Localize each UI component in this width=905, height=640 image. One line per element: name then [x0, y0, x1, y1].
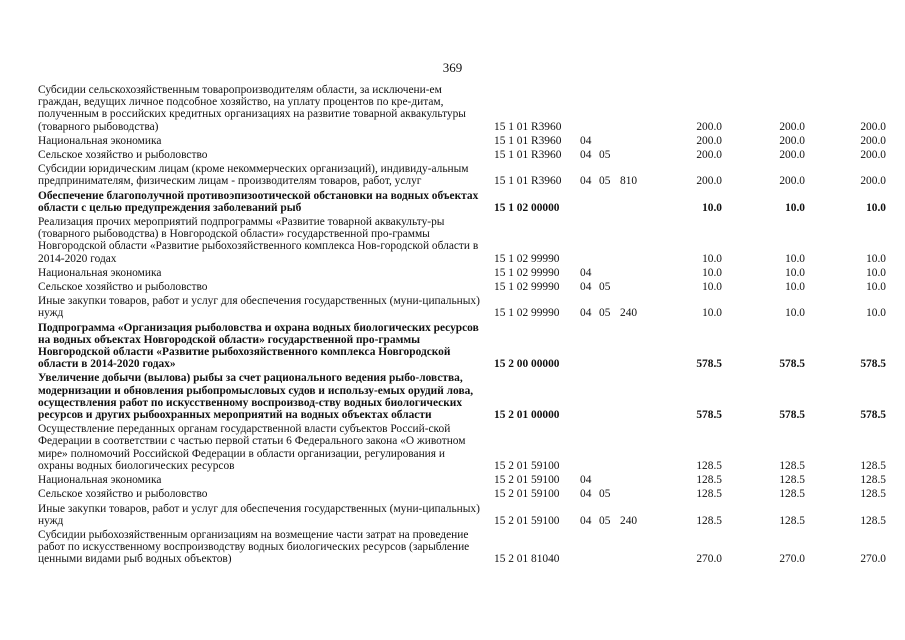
row-amount-year-2: 10.0: [785, 266, 805, 279]
row-section-code: 04: [580, 307, 592, 320]
row-amount-year-1: 270.0: [696, 553, 722, 566]
row-amount-year-1: 200.0: [696, 175, 722, 188]
row-name: Субсидии рыбохозяйственным организациям на возмещение части затрат на проведение работ по искусственному воспроизводству водных биологических ресурсов (зарыбление ценными видами рыб водных объектов): [38, 528, 470, 566]
row-target-article-code: 15 2 01 59100: [494, 514, 560, 527]
row-target-article-code: 15 2 01 59100: [494, 459, 560, 472]
table-row: [38, 163, 886, 189]
table-row: [38, 474, 886, 488]
row-amount-year-1: 200.0: [696, 134, 722, 147]
row-expense-type-code: [620, 135, 654, 149]
row-expense-type-code: 240: [620, 307, 638, 320]
row-amount-year-2: 270.0: [779, 553, 805, 566]
table-row: [38, 190, 886, 216]
row-subsection-code: [599, 474, 620, 488]
table-row: [38, 423, 886, 474]
row-name: Национальная экономика: [38, 474, 162, 487]
row-amount-year-3: 128.5: [860, 474, 886, 487]
row-section-code: 04: [580, 149, 592, 162]
row-amount-year-2: 10.0: [785, 252, 805, 265]
row-amount-year-1: 10.0: [702, 201, 722, 214]
table-row: [38, 372, 886, 423]
row-expense-type-code: [620, 84, 654, 135]
row-name: Осуществление переданных органам государственной власти субъектов Россий-ской Федерации в соответствии с частью первой статьи 6 Федерального закона «О животном мире» полномочий Российской Федерации в области организации, регулирования и охраны водных биологических ресурсов: [38, 423, 466, 472]
row-name: Сельское хозяйство и рыболовство: [38, 281, 208, 294]
row-section-code: 04: [580, 266, 592, 279]
row-target-article-code: 15 1 02 99990: [494, 307, 560, 320]
row-target-article-code: 15 1 02 99990: [494, 252, 560, 265]
row-section-code: 04: [580, 474, 592, 487]
row-amount-year-2: 10.0: [785, 201, 805, 214]
table-row: [38, 281, 886, 295]
row-amount-year-3: 578.5: [860, 358, 886, 371]
row-amount-year-1: 10.0: [702, 266, 722, 279]
row-subsection-code: [599, 322, 620, 373]
table-row: [38, 503, 886, 529]
row-amount-year-1: 128.5: [696, 459, 722, 472]
row-subsection-code: [599, 216, 620, 267]
row-name: Субсидии юридическим лицам (кроме некоммерческих организаций), индивиду-альным предпринимателям, физическим лицам - производителям товаров, работ, услуг: [38, 163, 469, 188]
row-amount-year-2: 578.5: [779, 409, 805, 422]
row-amount-year-2: 128.5: [779, 459, 805, 472]
row-amount-year-1: 578.5: [696, 358, 722, 371]
row-expense-type-code: 240: [620, 514, 638, 527]
row-subsection-code: 05: [599, 175, 611, 188]
row-amount-year-3: 10.0: [866, 201, 886, 214]
row-amount-year-3: 128.5: [860, 514, 886, 527]
table-row: [38, 267, 886, 281]
row-section-code: [580, 190, 599, 216]
page-number: 369: [442, 60, 463, 75]
row-target-article-code: 15 1 01 R3960: [494, 175, 562, 188]
row-name: Субсидии сельскохозяйственным товаропроизводителям области, за исключени-ем граждан, ведущих личное подсобное хозяйство, на уплату процентов по кре-дитам, полученным в российских кредитных организациях на развитие товарной аквакультуры (товарного рыбоводства): [38, 84, 466, 133]
row-expense-type-code: [620, 372, 654, 423]
row-expense-type-code: [620, 474, 654, 488]
row-subsection-code: 05: [599, 514, 611, 527]
row-section-code: 04: [580, 175, 592, 188]
row-expense-type-code: [620, 149, 654, 163]
row-section-code: [580, 423, 599, 474]
row-target-article-code: 15 2 00 00000: [494, 358, 560, 371]
row-amount-year-1: 10.0: [702, 281, 722, 294]
row-section-code: 04: [580, 281, 592, 294]
row-amount-year-1: 200.0: [696, 149, 722, 162]
row-name: Реализация прочих мероприятий подпрограммы «Развитие товарной аквакульту-ры (товарного рыбоводства) в Новгородской области» государственной про-граммы Новгородской области «Развитие рыбохозяйственного комплекса Нов-городской области в 2014-2020 годах: [38, 216, 479, 265]
row-target-article-code: 15 1 01 R3960: [494, 120, 562, 133]
row-amount-year-2: 128.5: [779, 474, 805, 487]
row-amount-year-3: 10.0: [866, 281, 886, 294]
row-amount-year-2: 200.0: [779, 120, 805, 133]
table-body: [38, 84, 886, 568]
row-target-article-code: 15 1 01 R3960: [494, 149, 562, 162]
row-amount-year-3: 200.0: [860, 149, 886, 162]
row-name: Сельское хозяйство и рыболовство: [38, 488, 208, 501]
row-amount-year-3: 10.0: [866, 307, 886, 320]
row-amount-year-1: 128.5: [696, 488, 722, 501]
row-expense-type-code: [620, 529, 654, 568]
row-name: Иные закупки товаров, работ и услуг для обеспечения государственных (муни-ципальных) нужд: [38, 502, 480, 527]
row-amount-year-3: 128.5: [860, 488, 886, 501]
row-subsection-code: 05: [599, 149, 611, 162]
row-section-code: 04: [580, 488, 592, 501]
row-name: Обеспечение благополучной противоэпизоотической обстановки на водных объектах области с целью предупреждения заболеваний рыб: [38, 189, 479, 214]
row-subsection-code: 05: [599, 307, 611, 320]
table-row: [38, 488, 886, 502]
row-subsection-code: [599, 135, 620, 149]
row-target-article-code: 15 2 01 59100: [494, 488, 560, 501]
row-amount-year-1: 200.0: [696, 120, 722, 133]
row-subsection-code: [599, 267, 620, 281]
row-section-code: [580, 216, 599, 267]
row-subsection-code: [599, 423, 620, 474]
row-amount-year-3: 270.0: [860, 553, 886, 566]
row-target-article-code: 15 1 01 R3960: [494, 134, 562, 147]
row-amount-year-3: 10.0: [866, 266, 886, 279]
row-section-code: [580, 372, 599, 423]
row-subsection-code: [599, 529, 620, 568]
row-amount-year-3: 200.0: [860, 175, 886, 188]
row-amount-year-1: 10.0: [702, 307, 722, 320]
row-target-article-code: 15 1 02 00000: [494, 201, 560, 214]
row-amount-year-1: 578.5: [696, 409, 722, 422]
row-expense-type-code: [620, 190, 654, 216]
row-amount-year-1: 128.5: [696, 514, 722, 527]
row-amount-year-2: 10.0: [785, 307, 805, 320]
row-name: Национальная экономика: [38, 134, 162, 147]
row-subsection-code: [599, 84, 620, 135]
row-amount-year-2: 200.0: [779, 134, 805, 147]
table-row: [38, 295, 886, 321]
row-amount-year-2: 10.0: [785, 281, 805, 294]
row-amount-year-3: 200.0: [860, 134, 886, 147]
row-expense-type-code: [620, 267, 654, 281]
row-section-code: 04: [580, 514, 592, 527]
row-amount-year-2: 200.0: [779, 175, 805, 188]
row-target-article-code: 15 1 02 99990: [494, 281, 560, 294]
row-expense-type-code: [620, 216, 654, 267]
row-amount-year-2: 200.0: [779, 149, 805, 162]
row-amount-year-3: 10.0: [866, 252, 886, 265]
budget-table: [38, 84, 886, 568]
row-amount-year-2: 128.5: [779, 488, 805, 501]
row-amount-year-1: 128.5: [696, 474, 722, 487]
row-section-code: [580, 529, 599, 568]
row-subsection-code: 05: [599, 488, 611, 501]
row-expense-type-code: 810: [620, 175, 638, 188]
row-section-code: [580, 84, 599, 135]
row-name: Сельское хозяйство и рыболовство: [38, 149, 208, 162]
table-row: [38, 135, 886, 149]
row-target-article-code: 15 2 01 81040: [494, 553, 560, 566]
row-expense-type-code: [620, 488, 654, 502]
row-amount-year-3: 128.5: [860, 459, 886, 472]
table-row: [38, 84, 886, 135]
row-subsection-code: [599, 190, 620, 216]
row-subsection-code: [599, 372, 620, 423]
table-row: [38, 529, 886, 568]
table-row: [38, 216, 886, 267]
row-amount-year-3: 578.5: [860, 409, 886, 422]
row-amount-year-3: 200.0: [860, 120, 886, 133]
row-section-code: [580, 322, 599, 373]
row-target-article-code: 15 1 02 99990: [494, 266, 560, 279]
row-amount-year-1: 10.0: [702, 252, 722, 265]
row-expense-type-code: [620, 281, 654, 295]
row-amount-year-2: 128.5: [779, 514, 805, 527]
row-target-article-code: 15 2 01 00000: [494, 409, 560, 422]
table-row: [38, 322, 886, 373]
row-expense-type-code: [620, 322, 654, 373]
row-name: Увеличение добычи (вылова) рыбы за счет рационального ведения рыбо-ловства, модернизации и обновления рыбопромысловых судов и использу-емых орудий лова, осуществления работ по искусственному воспроизвод-ству водных биологических ресурсов и других рыбоохранных мероприятий на водных объектах области: [38, 372, 474, 422]
row-subsection-code: 05: [599, 281, 611, 294]
row-name: Иные закупки товаров, работ и услуг для обеспечения государственных (муни-ципальных) нужд: [38, 295, 480, 320]
row-section-code: 04: [580, 134, 592, 147]
row-name: Национальная экономика: [38, 266, 162, 279]
row-amount-year-2: 578.5: [779, 358, 805, 371]
row-name: Подпрограмма «Организация рыболовства и охрана водных биологических ресурсов на водных объектах Новгородской области» государственной про-граммы Новгородской области «Развитие рыбохозяйственного комплекса Новгородской области в 2014-2020 годах»: [38, 321, 479, 371]
table-row: [38, 149, 886, 163]
row-target-article-code: 15 2 01 59100: [494, 474, 560, 487]
row-expense-type-code: [620, 423, 654, 474]
